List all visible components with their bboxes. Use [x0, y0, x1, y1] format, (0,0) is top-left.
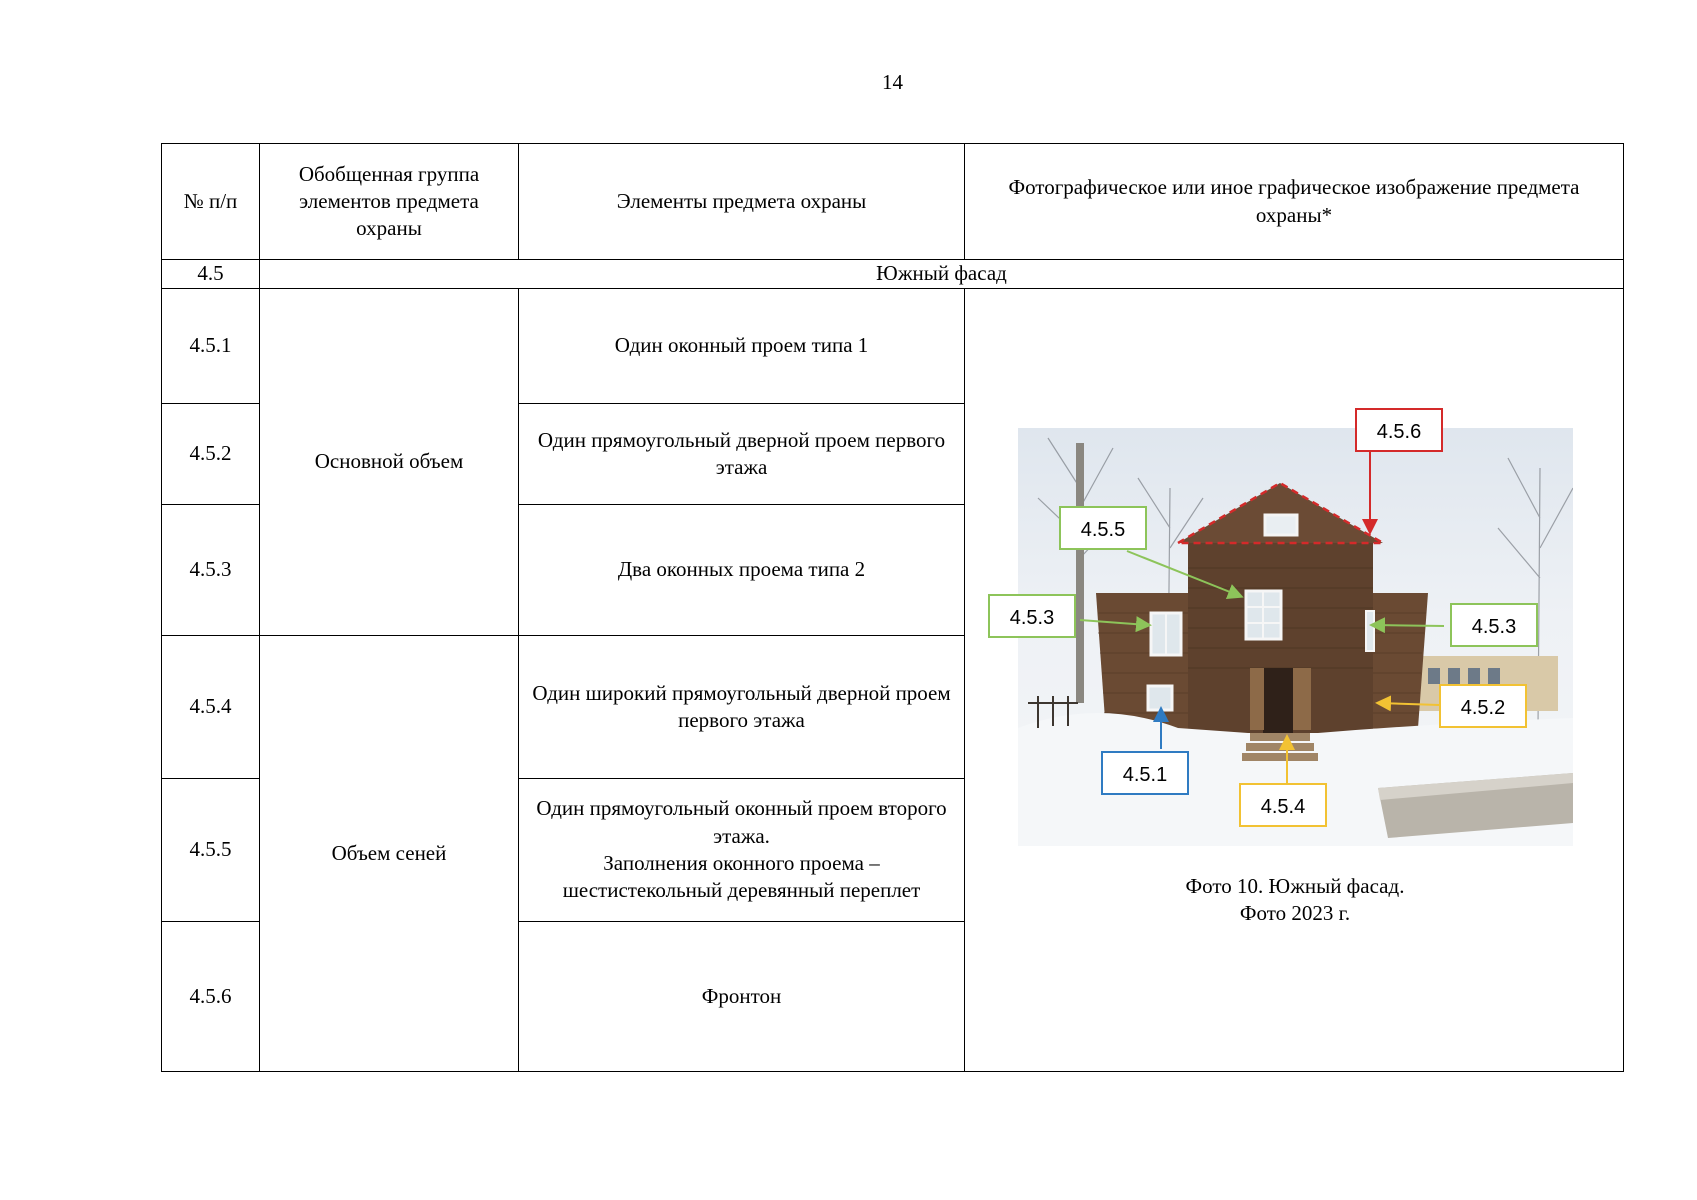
row-num: 4.5.1: [162, 289, 260, 404]
row-num: 4.5.6: [162, 922, 260, 1072]
protection-table: [161, 143, 1624, 1072]
element-line: Заполнения оконного проема –: [603, 851, 880, 875]
caption-line-2: Фото 2023 г.: [1239, 901, 1351, 926]
section-title: Южный фасад: [260, 260, 1624, 289]
header-row: [162, 144, 1624, 260]
row-element: Один широкий прямоугольный дверной проем первого этажа: [519, 636, 965, 779]
row-num: 4.5.2: [162, 404, 260, 505]
row-element: Фронтон: [519, 922, 965, 1072]
group-main-volume: Основной объем: [260, 289, 519, 636]
header-num: № п/п: [162, 144, 260, 260]
header-image: Фотографическое или иное графическое изображение предмета охраны*: [965, 144, 1624, 260]
callout-4-5-3-right: 4.5.3: [1450, 603, 1538, 647]
element-line: шестистекольный деревянный переплет: [562, 878, 921, 903]
photo-cell: [965, 289, 1624, 1072]
row-element: Один оконный проем типа 1: [519, 289, 965, 404]
row-num: 4.5.4: [162, 636, 260, 779]
row-num: 4.5.3: [162, 505, 260, 636]
photo-caption: [965, 873, 1625, 928]
group-vestibule-volume: Объем сеней: [260, 636, 519, 1072]
row-element: [519, 779, 965, 922]
callout-4-5-3-left: 4.5.3: [988, 594, 1076, 638]
section-row: [162, 260, 1624, 289]
row-element: Один прямоугольный дверной проем первого этажа: [519, 404, 965, 505]
callout-arrows: [965, 291, 1625, 1069]
header-group: Обобщенная группа элементов предмета охраны: [260, 144, 519, 260]
section-num: 4.5: [162, 260, 260, 289]
callout-4-5-5: 4.5.5: [1059, 506, 1147, 550]
callout-4-5-2: 4.5.2: [1439, 684, 1527, 728]
element-line: Один прямоугольный оконный проем второго этажа.: [536, 796, 947, 848]
callout-4-5-6: 4.5.6: [1355, 408, 1443, 452]
row-num: 4.5.5: [162, 779, 260, 922]
table-row: [162, 289, 1624, 404]
header-elements: Элементы предмета охраны: [519, 144, 965, 260]
row-element: Два оконных проема типа 2: [519, 505, 965, 636]
callout-4-5-4: 4.5.4: [1239, 783, 1327, 827]
photo-figure: [965, 291, 1625, 1069]
page-number: 14: [882, 70, 903, 94]
caption-line-1: Фото 10. Южный фасад.: [1185, 874, 1405, 898]
callout-4-5-1: 4.5.1: [1101, 751, 1189, 795]
